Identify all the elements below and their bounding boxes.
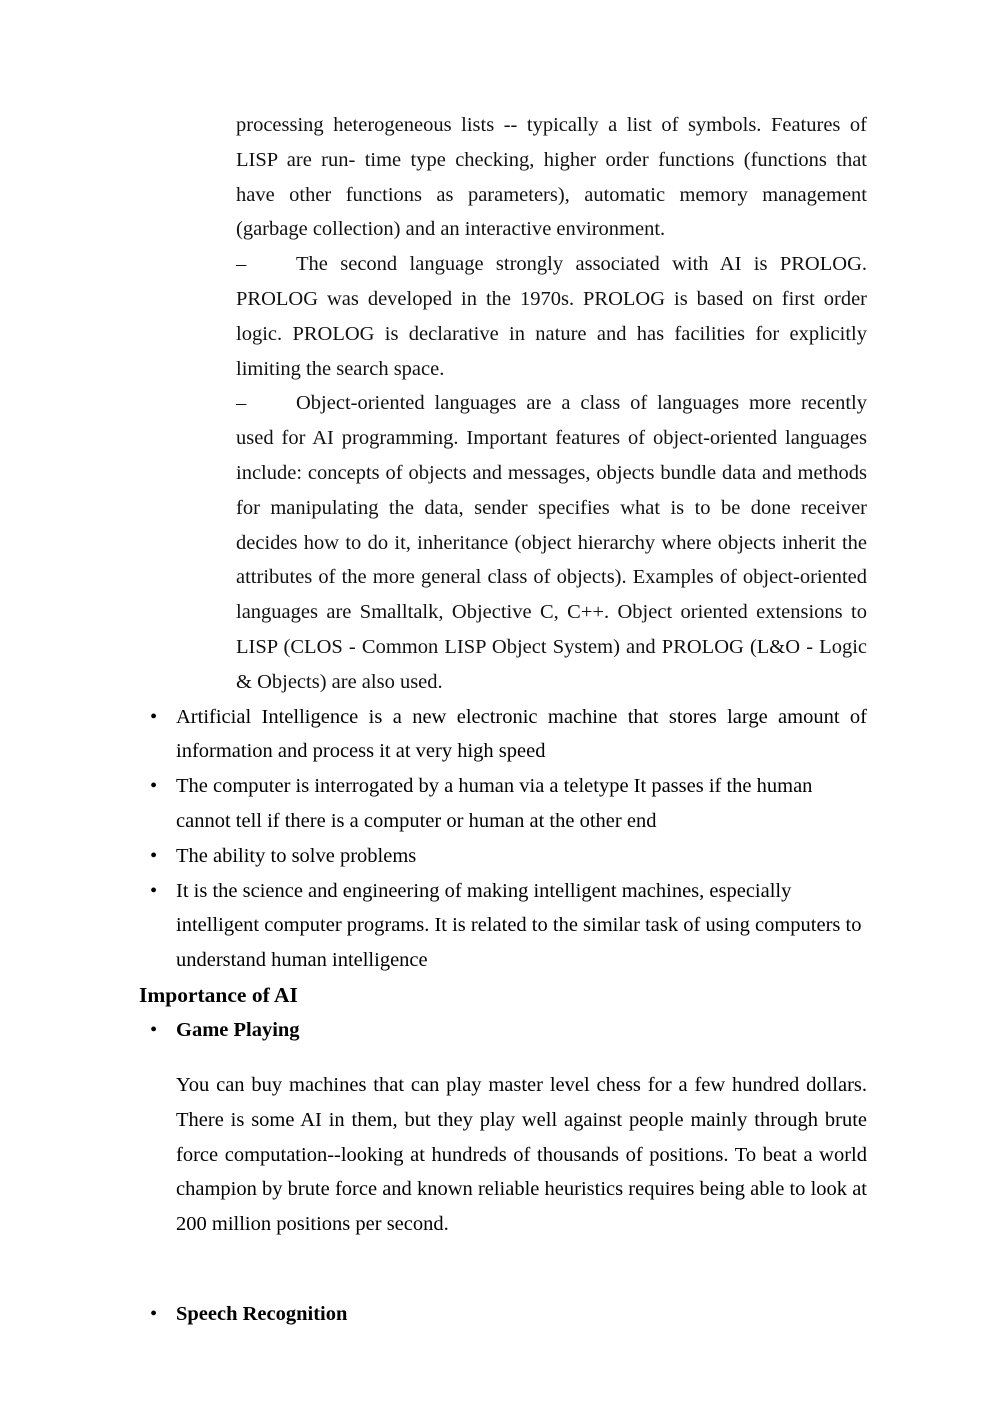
list-item bbox=[117, 700, 867, 770]
list-item-title: Speech Recognition bbox=[176, 1303, 348, 1326]
bullet-icon: • bbox=[150, 844, 158, 867]
bullet-icon: • bbox=[150, 775, 158, 798]
bullet-icon: • bbox=[150, 879, 158, 902]
list-item-text: Artificial Intelligence is a new electronic machine that stores large amount of information and process it at very high speed bbox=[176, 705, 867, 763]
definition-bullet-list bbox=[117, 700, 875, 978]
dash-item-prolog bbox=[236, 247, 867, 386]
list-item bbox=[117, 874, 867, 978]
list-item-text: The ability to solve problems bbox=[176, 844, 417, 867]
bullet-icon: • bbox=[150, 1303, 158, 1326]
dash-marker-icon: – bbox=[236, 392, 247, 415]
list-item-game-playing bbox=[117, 1013, 867, 1048]
list-item-speech-recognition bbox=[117, 1297, 867, 1332]
dash-item-text: The second language strongly associated with AI is PROLOG. PROLOG was developed in the 1970s. PROLOG is based on first order logic. PROLOG is declarative in nature and has facilities for explicitly limiting the search space. bbox=[236, 253, 867, 380]
game-playing-description: You can buy machines that can play master level chess for a few hundred dollars. There is some AI in them, but they play well against people mainly through brute force computation--looking at hundreds of thousands of positions. To beat a world champion by brute force and known reliable heuristics requires being able to look at 200 million positions per second. bbox=[176, 1074, 867, 1236]
list-item bbox=[117, 769, 867, 839]
list-item-title: Game Playing bbox=[176, 1018, 300, 1041]
dash-marker-icon: – bbox=[236, 253, 247, 276]
bullet-icon: • bbox=[150, 705, 158, 728]
dash-item-text: Object-oriented languages are a class of languages more recently used for AI programming. Important features of object-oriented languages include: concepts of objects and messages, objects bundle data and methods for manipulating the data, sender specifies what is to be done receiver decides how to do it, inheritance (object hierarchy where objects inherit the attributes of the more general class of objects). Examples of object-oriented languages are Smalltalk, Objective C, C++. Object oriented extensions to LISP (CLOS - Common LISP Object System) and PROLOG (L&O - Logic & Objects) are also used. bbox=[236, 392, 867, 693]
spacer bbox=[117, 1263, 875, 1298]
page-title: Importance of AI bbox=[139, 982, 298, 1007]
list-item-text: The computer is interrogated by a human via a teletype It passes if the human cannot tell if there is a computer or human at the other end bbox=[176, 775, 813, 832]
continued-paragraph: processing heterogeneous lists -- typically a list of symbols. Features of LISP are run- time type checking, higher order functions (functions that have other functions as parameters), automatic memory management (garbage collection) and an interactive environment. bbox=[236, 114, 867, 241]
list-item bbox=[117, 839, 867, 874]
dash-item-object-oriented bbox=[236, 386, 867, 699]
bullet-icon: • bbox=[150, 1018, 158, 1041]
list-item-text: It is the science and engineering of making intelligent machines, especially intelligent computer programs. It is related to the similar task of using computers to understand human intelligence bbox=[176, 879, 862, 972]
